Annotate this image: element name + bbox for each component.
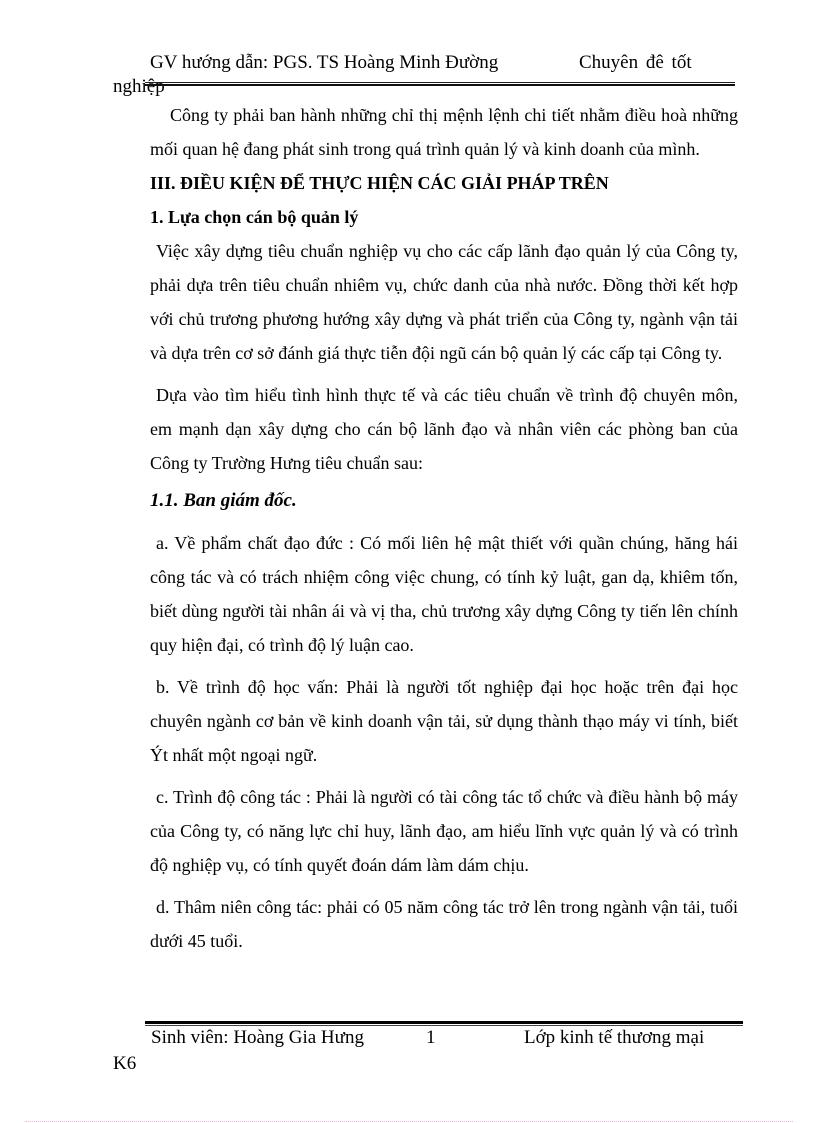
footer-student: Sinh viên: Hoàng Gia Hưng (151, 1027, 364, 1048)
intro-paragraph: Công ty phải ban hành những chỉ thị mệnh lệnh chi tiết nhằm điều hoà những mối quan hệ đang phát sinh trong quá trình quản lý và kinh doanh của mình. (150, 105, 738, 159)
header-advisor: GV hướng dẫn: PGS. TS Hoàng Minh Đường (150, 52, 499, 73)
section-heading: III. ĐIỀU KIỆN ĐỂ THỰC HIỆN CÁC GIẢI PHÁP TRÊN (150, 173, 609, 193)
header-divider (145, 82, 735, 86)
paragraph: Dựa vào tìm hiểu tình hình thực tế và các tiêu chuẩn về trình độ chuyên môn, em mạnh dạn xây dựng cho cán bộ lãnh đạo và nhân viên các phòng ban của Công ty Trường Hưng tiêu chuẩn sau: (150, 385, 738, 473)
criteria-item: b. Về trình độ học vấn: Phải là người tốt nghiệp đại học hoặc trên đại học chuyên ngành cơ bản về kinh doanh vận tải, sử dụng thành thạo máy vi tính, biết Ýt nhất một ngoại ngữ. (150, 677, 738, 765)
footer-class: Lớp kinh tế thương mại (524, 1027, 705, 1048)
header-doc-type-wrap: nghiệp (113, 76, 165, 97)
criteria-item: d. Thâm niên công tác: phải có 05 năm công tác trở lên trong ngành vận tải, tuổi dưới 45 tuổi. (150, 897, 738, 951)
criteria-item: c. Trình độ công tác : Phải là người có tài công tác tổ chức và điều hành bộ máy của Công ty, có năng lực chỉ huy, lãnh đạo, am hiểu lĩnh vực quản lý và có trình độ nghiệp vụ, có tính quyết đoán dám làm dám chịu. (150, 787, 738, 875)
criteria-item: a. Về phẩm chất đạo đức : Có mối liên hệ mật thiết với quần chúng, hăng hái công tác và có trách nhiệm công việc chung, có tính kỷ luật, gan dạ, khiêm tốn, biết dùng người tài nhân ái và vị tha, chủ trương xây dựng Công ty tiến lên chính quy hiện đại, có trình độ lý luận cao. (150, 533, 738, 655)
subsection-heading: 1. Lựa chọn cán bộ quản lý (150, 207, 359, 227)
document-body (150, 98, 738, 958)
header-doc-type: Chuyên đê tốt (579, 52, 692, 73)
sub-subsection-heading: 1.1. Ban giám đốc. (150, 490, 297, 511)
footer-class-wrap: K6 (113, 1053, 137, 1074)
page-number: 1 (426, 1027, 436, 1048)
page-boundary (25, 1121, 793, 1122)
paragraph: Việc xây dựng tiêu chuẩn nghiệp vụ cho các cấp lãnh đạo quản lý của Công ty, phải dựa trên tiêu chuẩn nhiêm vụ, chức danh của nhà nước. Đồng thời kết hợp với chủ trương phương hướng xây dựng và phát triển của Công ty, ngành vận tải và dựa trên cơ sở đánh giá thực tiễn đội ngũ cán bộ quản lý các cấp tại Công ty. (150, 241, 738, 363)
